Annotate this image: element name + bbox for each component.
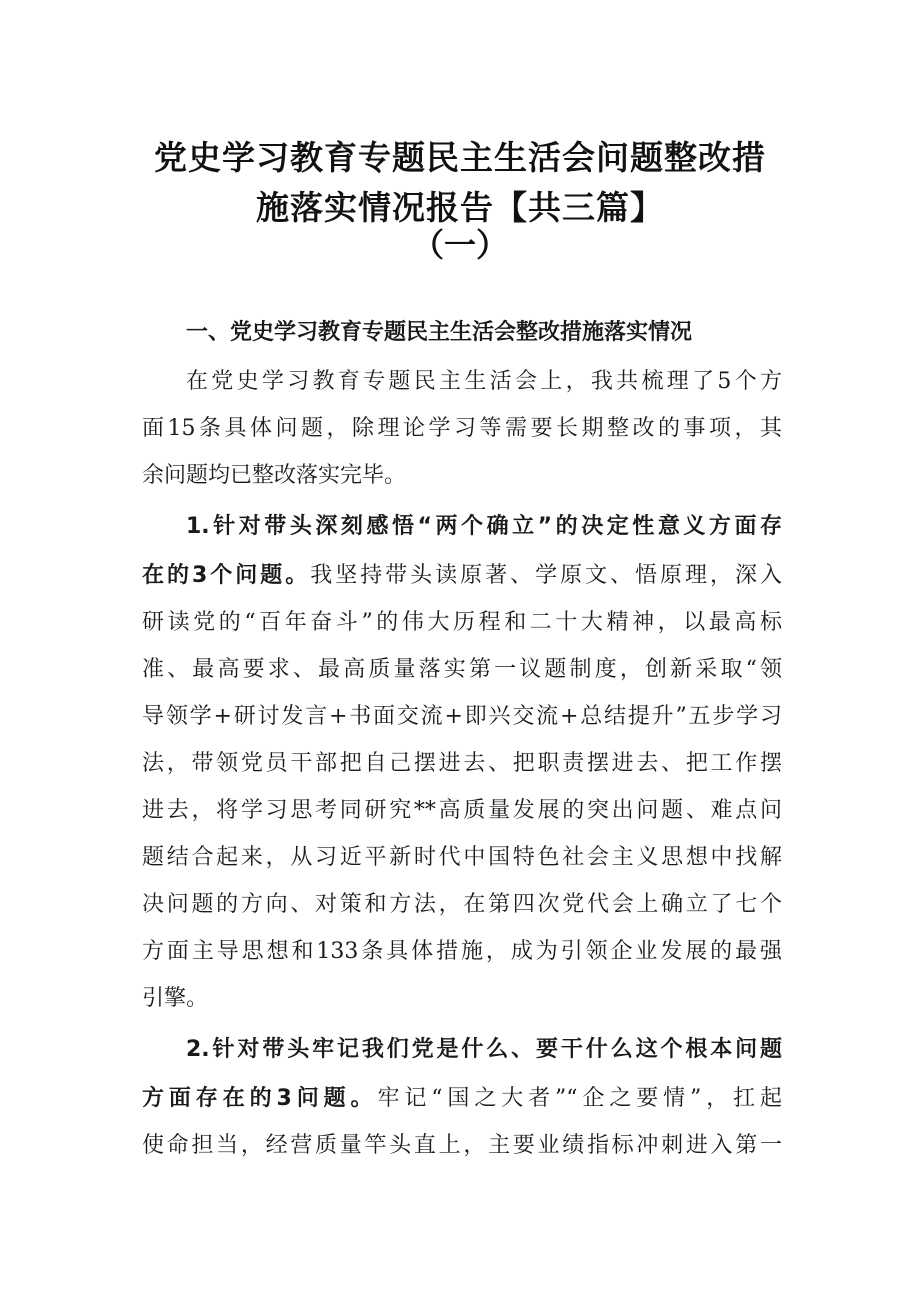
section-heading: 一、党史学习教育专题民主生活会整改措施落实情况 — [186, 320, 693, 345]
item2-line-2-text: 牢记“国之大者”“企之要情”，扛起 — [377, 1086, 782, 1111]
item1-body-line: 题结合起来，从习近平新时代中国特色社会主义思想中找解 — [142, 845, 782, 870]
item2-heading-line-2: 方面存在的3问题。 — [142, 1086, 378, 1111]
intro-line-3: 余问题均已整改落实完毕。 — [142, 463, 407, 488]
item1-heading-line-2: 在的3个问题。 — [142, 563, 311, 588]
intro-line-2: 面15条具体问题，除理论学习等需要长期整改的事项，其 — [142, 416, 782, 441]
item1-heading-line-1: 1.针对带头深刻感悟“两个确立”的决定性意义方面存 — [186, 514, 782, 539]
item1-line-2-text: 我坚持带头读原著、学原文、悟原理，深入 — [310, 563, 782, 588]
item1-line-2 — [142, 556, 782, 596]
item2-line-2 — [142, 1079, 782, 1119]
item1-body-line: 引擎。 — [142, 986, 209, 1011]
item1-body-line: 决问题的方向、对策和方法，在第四次党代会上确立了七个 — [142, 892, 782, 917]
item1-body-line: 准、最高要求、最高质量落实第一议题制度，创新采取“领 — [142, 657, 782, 682]
item1-body-line: 进去，将学习思考同研究**高质量发展的突出问题、难点问 — [142, 798, 782, 823]
item1-body-line: 研读党的“百年奋斗”的伟大历程和二十大精神，以最高标 — [142, 610, 782, 635]
part-number: （一） — [411, 226, 508, 264]
document-title-line-2: 施落实情况报告【共三篇】 — [256, 188, 664, 227]
item1-body-line: 法，带领党员干部把自己摆进去、把职责摆进去、把工作摆 — [142, 751, 782, 776]
item1-body-line: 导领学+研讨发言+书面交流+即兴交流+总结提升”五步学习 — [142, 704, 782, 729]
item2-heading-line-1: 2.针对带头牢记我们党是什么、要干什么这个根本问题 — [186, 1037, 782, 1062]
document-title-line-1: 党史学习教育专题民主生活会问题整改措 — [154, 138, 766, 177]
item1-body-line: 方面主导思想和133条具体措施，成为引领企业发展的最强 — [142, 939, 782, 964]
item2-body-line: 使命担当，经营质量竿头直上，主要业绩指标冲刺进入第一 — [142, 1133, 782, 1158]
intro-line-1: 在党史学习教育专题民主生活会上，我共梳理了5个方 — [186, 369, 782, 394]
